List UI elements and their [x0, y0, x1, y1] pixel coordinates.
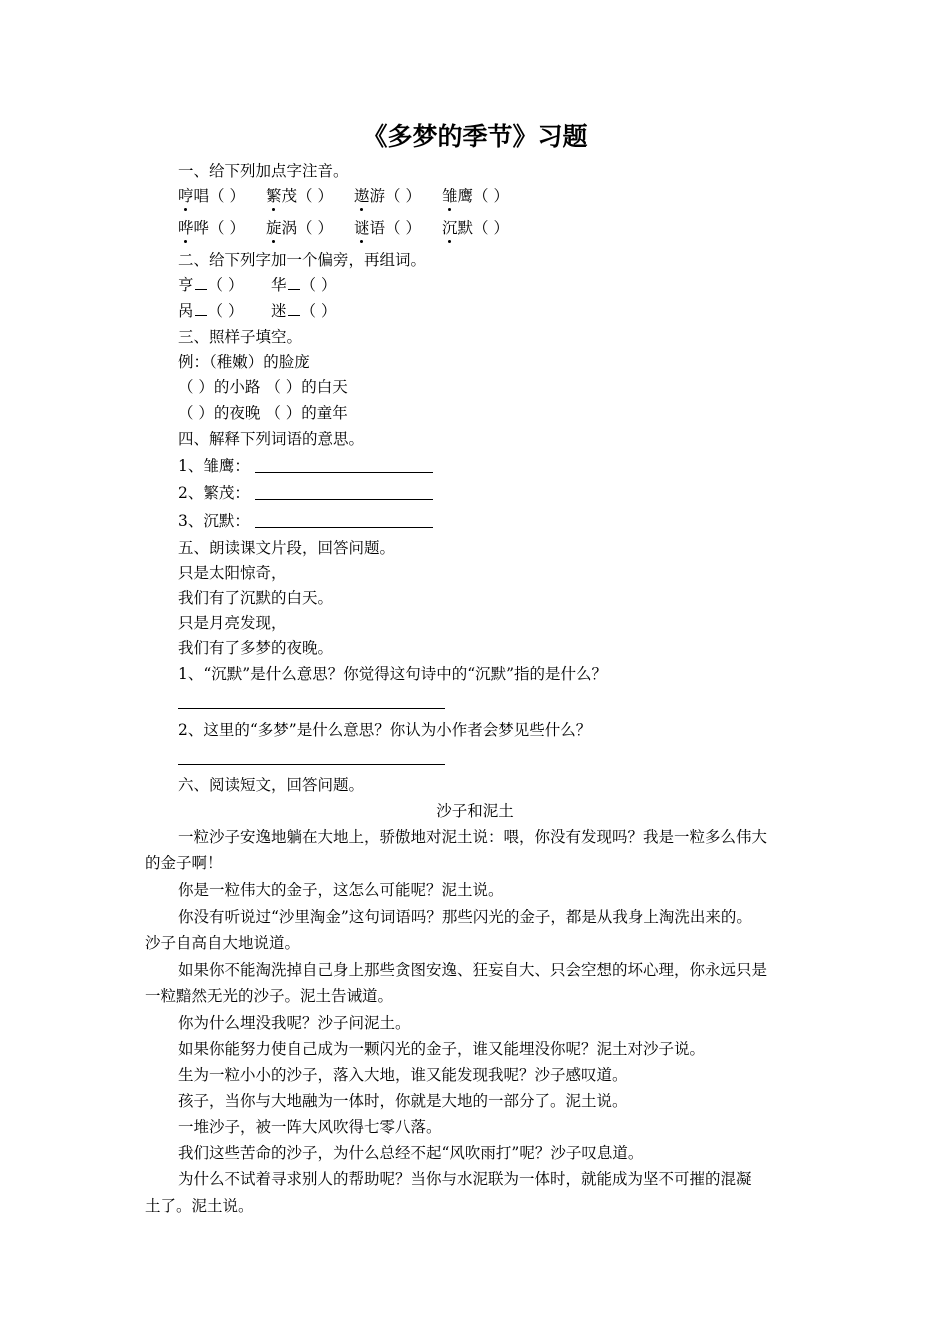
poem-line: 我们有了沉默的白天。 [178, 589, 334, 607]
radical-item: 亨 （ ） [178, 276, 244, 294]
story-line: 土了。泥土说。 [145, 1197, 254, 1215]
pinyin-item: 哗哗（ ） [178, 219, 245, 237]
pinyin-item: 遨游（ ） [354, 187, 421, 205]
dotted-char: 繁 [266, 187, 282, 205]
dotted-char: 雏 [442, 187, 458, 205]
q5-heading: 五、朗读课文片段，回答问题。 [178, 539, 396, 557]
story-line: 你是一粒伟大的金子，这怎么可能呢？泥土说。 [178, 881, 504, 899]
story-line: 为什么不试着寻求别人的帮助呢？当你与水泥联为一体时，就能成为坚不可摧的混凝 [178, 1170, 752, 1188]
q1-row-1 [178, 185, 818, 207]
q2-row-1 [178, 274, 478, 296]
story-line: 如果你能努力使自己成为一颗闪光的金子，谁又能埋没你呢？泥土对沙子说。 [178, 1040, 706, 1058]
blank-line [288, 301, 300, 316]
q1-heading: 一、给下列加点字注音。 [178, 162, 349, 180]
page-title: 《多梦的季节》习题 [362, 122, 588, 151]
radical-item: 迷 （ ） [271, 302, 337, 320]
story-line: 你为什么埋没我呢？沙子问泥土。 [178, 1014, 411, 1032]
answer-line [255, 499, 433, 500]
q3-example: 例：（稚嫩）的脸庞 [178, 353, 310, 371]
pinyin-item: 旋涡（ ） [266, 219, 333, 237]
q5-question-2: 2、这里的“多梦”是什么意思？你认为小作者会梦见些什么？ [178, 721, 592, 739]
blank-line [288, 275, 300, 290]
story-line: 你没有听说过“沙里淘金”这句词语吗？那些闪光的金子，都是从我身上淘洗出来的。 [178, 908, 752, 926]
story-line: 一粒黯然无光的沙子。泥土告诫道。 [145, 987, 394, 1005]
q4-heading: 四、解释下列词语的意思。 [178, 430, 365, 448]
dotted-char: 遨 [354, 187, 370, 205]
answer-line [178, 764, 445, 765]
answer-line [255, 527, 433, 528]
q4-item-1: 1、雏鹰： [178, 457, 250, 475]
answer-line [255, 472, 433, 473]
radical-item: 呙 （ ） [178, 302, 244, 320]
poem-line: 我们有了多梦的夜晚。 [178, 639, 334, 657]
q3-line-1: （ ）的小路 （ ）的白天 [178, 378, 348, 396]
q4-item-2: 2、繁茂： [178, 484, 250, 502]
dotted-char: 旋 [266, 219, 282, 237]
pinyin-item: 雏鹰（ ） [442, 187, 509, 205]
blank-line [195, 275, 207, 290]
story-line: 我们这些苦命的沙子，为什么总经不起“风吹雨打”呢？沙子叹息道。 [178, 1144, 644, 1162]
story-line: 一粒沙子安逸地躺在大地上，骄傲地对泥土说：喂，你没有发现吗？我是一粒多么伟大 [178, 828, 768, 846]
blank-line [195, 301, 207, 316]
dotted-char: 哗 [178, 219, 194, 237]
dotted-char: 沉 [442, 219, 458, 237]
pinyin-item: 繁茂（ ） [266, 187, 333, 205]
dotted-char: 哼 [178, 187, 194, 205]
q6-heading: 六、阅读短文，回答问题。 [178, 776, 365, 794]
q2-heading: 二、给下列字加一个偏旁，再组词。 [178, 251, 427, 269]
story-title: 沙子和泥土 [436, 802, 514, 820]
story-line: 一堆沙子，被一阵大风吹得七零八落。 [178, 1118, 442, 1136]
q4-item-3: 3、沉默： [178, 512, 250, 530]
story-line: 的金子啊！ [145, 854, 223, 872]
pinyin-item: 沉默（ ） [442, 219, 509, 237]
q3-heading: 三、照样子填空。 [178, 328, 303, 346]
story-line: 生为一粒小小的沙子，落入大地，谁又能发现我呢？沙子感叹道。 [178, 1066, 628, 1084]
q1-row-2 [178, 217, 818, 239]
q2-row-2 [178, 300, 478, 322]
dotted-char: 谜 [354, 219, 370, 237]
poem-line: 只是月亮发现， [178, 614, 287, 632]
story-line: 沙子自高自大地说道。 [145, 934, 301, 952]
q5-question-1: 1、“沉默”是什么意思？你觉得这句诗中的“沉默”指的是什么？ [178, 665, 608, 683]
radical-item: 华 （ ） [271, 276, 337, 294]
pinyin-item: 谜语（ ） [354, 219, 421, 237]
q3-line-2: （ ）的夜晚 （ ）的童年 [178, 404, 348, 422]
story-line: 如果你不能淘洗掉自己身上那些贪图安逸、狂妄自大、只会空想的坏心理，你永远只是 [178, 961, 768, 979]
poem-line: 只是太阳惊奇， [178, 564, 287, 582]
pinyin-item: 哼唱（ ） [178, 187, 245, 205]
story-line: 孩子，当你与大地融为一体时，你就是大地的一部分了。泥土说。 [178, 1092, 628, 1110]
answer-line [178, 708, 445, 709]
